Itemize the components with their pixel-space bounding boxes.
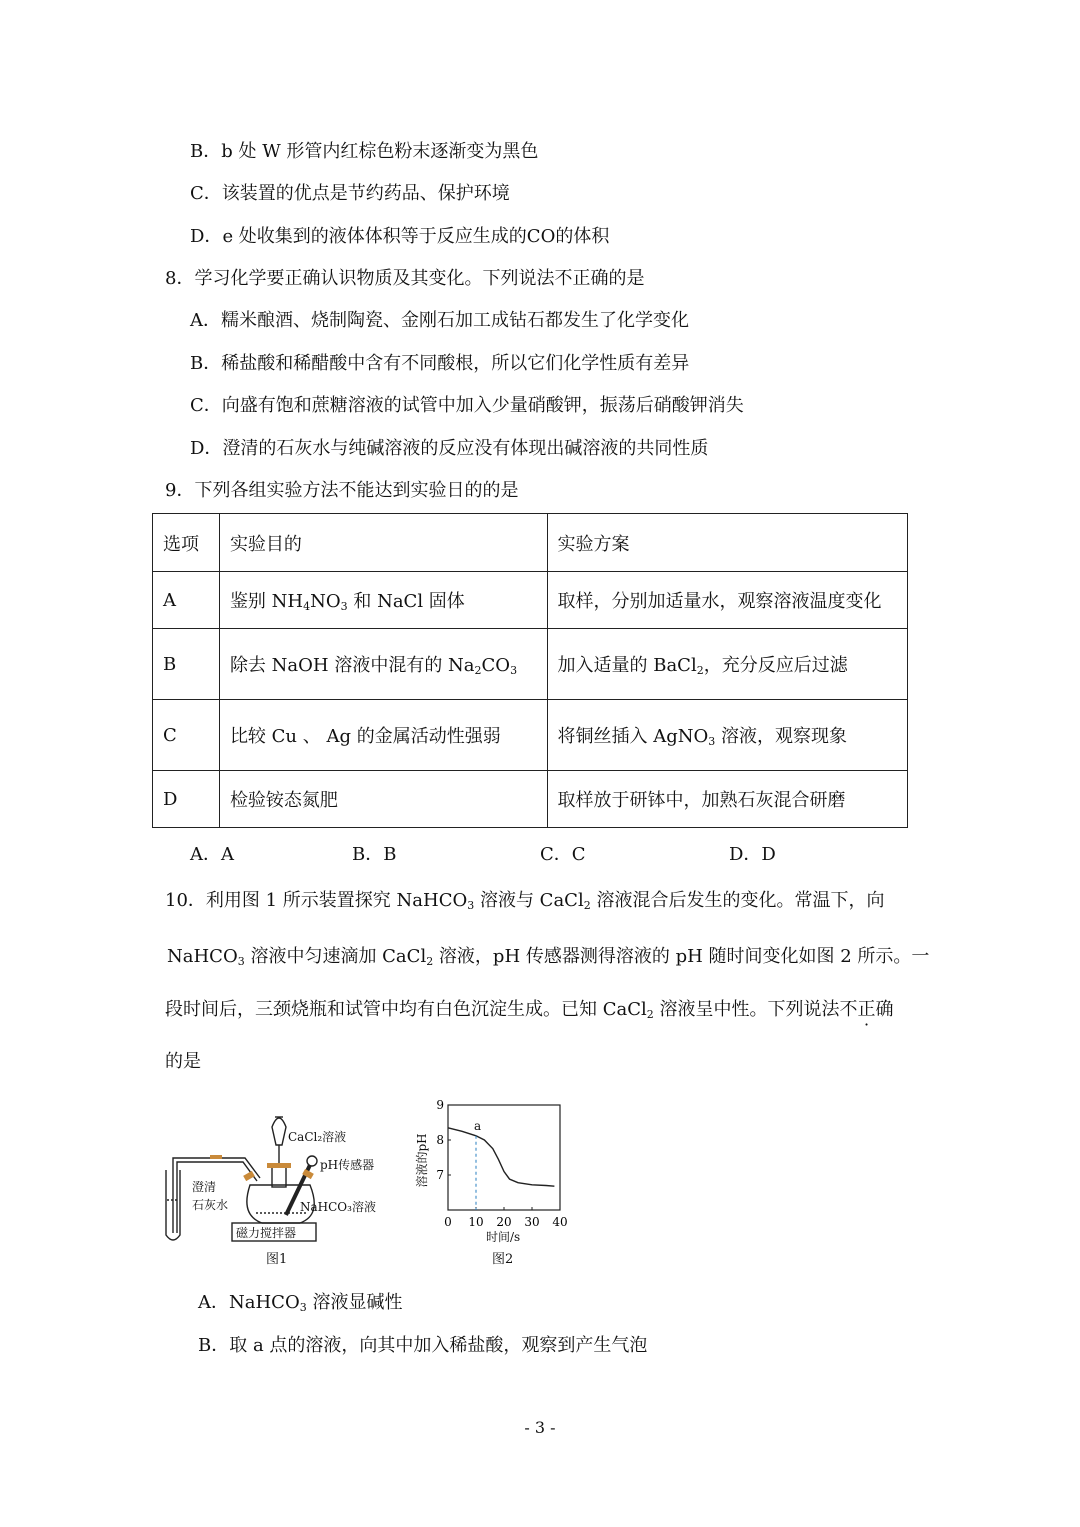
option-letter: B．	[198, 1335, 230, 1356]
option-letter: D．	[190, 438, 223, 459]
row-key: A	[153, 572, 220, 629]
q10-stem-line1: 10．利用图 1 所示装置探究 NaHCO$_3$ 溶液与 CaCl$_2$ 溶液混合后发生的变化。常温下，向	[165, 890, 885, 912]
option-letter: A．	[190, 310, 221, 331]
point-a-label: a	[474, 1118, 482, 1133]
q8-option-d	[190, 437, 708, 461]
row-plan: 取样放于研钵中，加熟石灰混合研磨	[547, 771, 908, 828]
option-letter: D．	[190, 226, 223, 247]
q10-option-b: B．取 a 点的溶液，向其中加入稀盐酸，观察到产生气泡	[198, 1335, 648, 1356]
option-letter: C．	[190, 395, 222, 416]
row-plan: 将铜丝插入 AgNO$_3$ 溶液，观察现象	[547, 700, 908, 771]
answer-choice: B．B	[352, 844, 397, 865]
y-axis-label: 溶液的pH	[415, 1133, 429, 1188]
row-purpose: 鉴别 $NH_4NO_3$ 和 NaCl 固体	[219, 572, 547, 629]
q10-option-a: A．NaHCO$_3$ 溶液显碱性	[198, 1292, 403, 1314]
header-cell: 选项	[153, 514, 220, 572]
answer-choice: C．C	[540, 844, 586, 865]
header-cell: 实验目的	[219, 514, 547, 572]
ph-curve	[448, 1128, 554, 1186]
q10-stem-line2: NaHCO$_3$ 溶液中匀速滴加 CaCl$_2$ 溶液，pH 传感器测得溶液的 pH 随时间变化如图 2 所示。一	[167, 946, 930, 968]
q8-option-c	[190, 394, 744, 418]
table-row	[153, 700, 908, 771]
q8-option-a	[190, 309, 689, 333]
table-row	[153, 629, 908, 700]
option-letter: C．	[190, 183, 222, 204]
plot-frame	[448, 1105, 560, 1210]
row-purpose: 检验铵态氮肥	[219, 771, 547, 828]
option-text: e 处收集到的液体体积等于反应生成的CO的体积	[222, 226, 610, 247]
row-key: B	[153, 629, 220, 700]
q8-option-b	[190, 352, 689, 376]
figure-1-caption: 图1	[266, 1252, 288, 1267]
x-tick-label: 20	[496, 1215, 512, 1229]
row-purpose: 除去 NaOH 溶液中混有的 $Na_2CO_3$	[219, 629, 547, 700]
table-header-row	[153, 514, 908, 572]
option-text: 澄清的石灰水与纯碱溶液的反应没有体现出碱溶液的共同性质	[222, 438, 709, 459]
option-letter: B．	[190, 353, 222, 374]
q10-stem-line4: 的是	[165, 1051, 201, 1072]
row-plan: 加入适量的 BaCl$_2$，充分反应后过滤	[547, 629, 908, 700]
table-row	[153, 771, 908, 828]
emphasis-text: 不正确	[839, 999, 894, 1020]
figure-2-ph-chart	[410, 1095, 580, 1270]
page-number: - 3 -	[524, 1418, 556, 1437]
y-tick-label: 7	[436, 1168, 444, 1182]
y-tick-label: 8	[436, 1133, 444, 1147]
q10-stem-line3: 段时间后，三颈烧瓶和试管中均有白色沉淀生成。已知 CaCl$_2$ 溶液呈中性。下列说法不正确	[165, 999, 894, 1021]
row-key: D	[153, 771, 220, 828]
q9-stem: 9．下列各组实验方法不能达到实验日的的是	[165, 480, 519, 501]
option-text: 糯米酿酒、烧制陶瓷、金刚石加工成钻石都发生了化学变化	[221, 310, 689, 331]
row-key: C	[153, 700, 220, 771]
x-axis-label: 时间/s	[486, 1230, 521, 1244]
q7-option-d	[190, 225, 609, 249]
table-row	[153, 572, 908, 629]
option-letter: A．	[198, 1292, 229, 1313]
figure-1-apparatus	[160, 1105, 400, 1270]
row-plan: 取样，分别加适量水，观察溶液温度变化	[547, 572, 908, 629]
q7-option-b	[190, 140, 538, 164]
q8-stem: 8．学习化学要正确认识物质及其变化。下列说法不正确的是	[165, 268, 645, 289]
label-limewater-1: 澄清	[192, 1180, 217, 1194]
option-text: b 处 W 形管内红棕色粉末逐渐变为黑色	[221, 141, 539, 162]
x-tick-label: 10	[468, 1215, 484, 1229]
y-tick-label: 9	[436, 1098, 444, 1112]
answer-choice: A．A	[190, 844, 234, 865]
q9-table	[152, 513, 908, 828]
figure-2-caption: 图2	[492, 1252, 514, 1267]
q7-option-c	[190, 182, 510, 206]
label-nahco3: NaHCO₃溶液	[300, 1200, 376, 1214]
label-limewater-2: 石灰水	[192, 1198, 229, 1212]
q9-answer-choices	[0, 840, 1080, 866]
option-letter: B．	[190, 141, 222, 162]
answer-choice: D．D	[729, 844, 776, 865]
header-cell: 实验方案	[547, 514, 908, 572]
label-ph-sensor: pH传感器	[320, 1158, 375, 1172]
option-text: 稀盐酸和稀醋酸中含有不同酸根，所以它们化学性质有差异	[221, 353, 690, 374]
option-text: 该装置的优点是节约药品、保护环境	[221, 183, 510, 204]
label-cacl2: CaCl₂溶液	[288, 1130, 347, 1144]
row-purpose: 比较 Cu 、 Ag 的金属活动性强弱	[219, 700, 547, 771]
x-tick-label: 40	[552, 1215, 568, 1229]
option-text: 向盛有饱和蔗糖溶液的试管中加入少量硝酸钾，振荡后硝酸钾消失	[221, 395, 744, 416]
label-stirrer: 磁力搅拌器	[236, 1226, 297, 1240]
separatory-funnel	[272, 1118, 286, 1145]
x-tick-label: 30	[524, 1215, 540, 1229]
x-tick-label: 0	[444, 1215, 452, 1229]
